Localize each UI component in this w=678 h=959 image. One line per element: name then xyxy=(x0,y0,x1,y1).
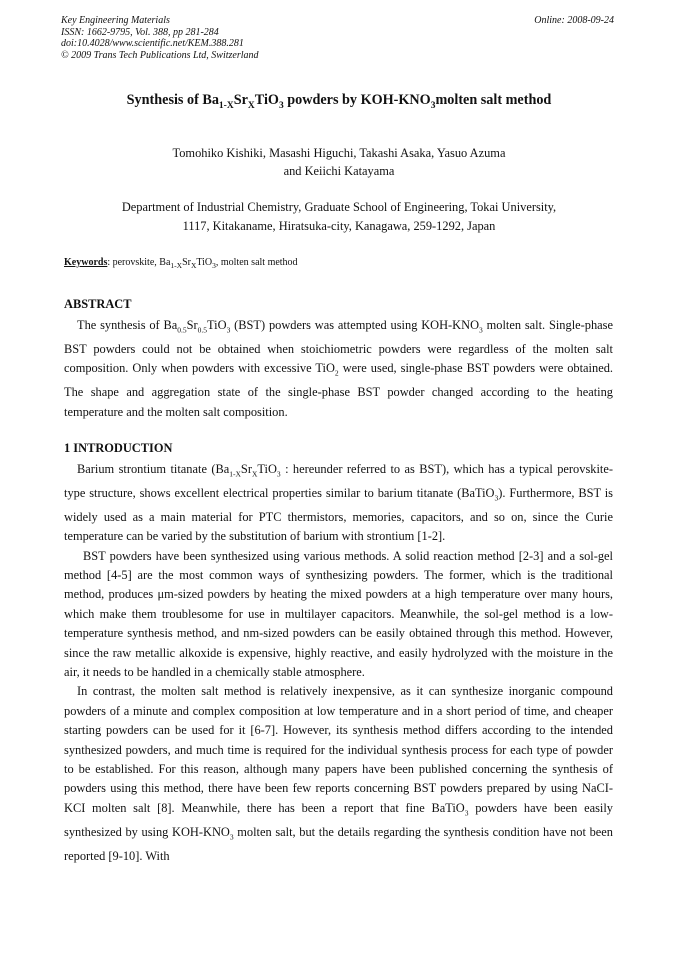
affiliation-line: 1117, Kitakaname, Hiratsuka-city, Kanagawa, 259-1292, Japan xyxy=(182,218,496,233)
intro-paragraph-3 xyxy=(64,682,613,866)
title-text: Synthesis of Ba xyxy=(126,92,219,108)
introduction-body xyxy=(64,460,613,866)
author-line: Tomohiko Kishiki, Masashi Higuchi, Takashi Asaka, Yasuo Azuma xyxy=(172,146,506,160)
introduction-heading: 1 INTRODUCTION xyxy=(64,441,173,455)
abstract-subscript: 0.5 xyxy=(197,325,208,335)
keywords-subscript: 3 xyxy=(212,261,216,270)
title-subscript: 1-X xyxy=(218,100,234,111)
title-subscript: 3 xyxy=(430,100,436,111)
intro-paragraph-2: BST powders have been synthesized using various methods. A solid reaction method [2-3] and a sol-gel method [4-5] are the most common ways of synthesizing powders. The former, which is the traditional method, produces μm-sized powders by heating the mixed powders at a high temperature over many hours, which make them troublesome for use in multilayer capacitors. Meanwhile, the sol-gel method is a low-temperature synthesis method, and nm-sized powders can be easily obtained through this method. However, since the raw metallic alkoxide is expensive, highly reactive, and easily hydrolyzed with the moisture in the air, it needs to be handled in a chemically stable atmosphere. xyxy=(64,548,613,679)
keywords-text: , molten salt method xyxy=(215,257,298,268)
abstract-text: The synthesis of Ba xyxy=(77,318,178,332)
abstract-body xyxy=(64,316,613,422)
abstract-heading: ABSTRACT xyxy=(64,297,132,311)
intro-text: molten salt, but the details regarding the synthesis condition have not been reported [9-10]. With xyxy=(64,824,613,863)
keywords-subscript: X xyxy=(190,261,197,270)
title-subscript: X xyxy=(247,100,255,111)
keywords-text: TiO xyxy=(196,257,213,268)
title-text: TiO xyxy=(254,92,279,108)
author-line: and Keiichi Katayama xyxy=(283,164,395,178)
online-date: Online: 2008-09-24 xyxy=(534,15,614,26)
intro-text: ). Furthermore, BST is widely used as a main material for PTC thermistors, memories, capacitors, and so on, since the Curie temperature can be varied by the substitution of barium with strontium [1-2]. xyxy=(64,485,613,544)
journal-header xyxy=(61,15,614,61)
abstract-text: TiO xyxy=(207,318,227,332)
intro-text: TiO xyxy=(257,462,277,476)
title-text: molten salt method xyxy=(435,92,552,108)
author-list xyxy=(0,144,678,180)
title-text: Sr xyxy=(233,92,248,108)
keywords-text: : perovskite, Ba xyxy=(107,257,171,268)
abstract-text: molten salt. Single-phase BST powders could not be obtained when stoichiometric powders were regardless of the molten salt composition. Only when powders with excessive TiO xyxy=(64,318,613,376)
abstract-text: Sr xyxy=(186,318,198,332)
affiliation xyxy=(0,198,678,235)
title-text: powders by KOH-KNO xyxy=(283,92,431,108)
copyright-line: © 2009 Trans Tech Publications Ltd, Switzerland xyxy=(61,49,259,61)
abstract-subscript: 3 xyxy=(479,325,483,335)
issn-line: ISSN: 1662-9795, Vol. 388, pp 281-284 xyxy=(61,26,219,38)
intro-subscript: 1-X xyxy=(229,469,241,479)
keywords-line xyxy=(64,257,298,270)
intro-text: powders have been easily synthesized by using KOH-KNO xyxy=(64,800,613,839)
intro-subscript: 3 xyxy=(464,808,469,818)
intro-subscript: 3 xyxy=(229,832,234,842)
abstract-text: were used, single-phase BST powders were obtained. The shape and aggregation state of the single-phase BST powder changed according to the heating temperature and the molten salt composition. xyxy=(64,361,613,419)
abstract-text: (BST) powders was attempted using KOH-KNO xyxy=(230,318,480,332)
intro-text: : hereunder referred to as BST), which has a typical perovskite-type structure, shows excellent electrical properties similar to barium titanate (BaTiO xyxy=(64,462,613,500)
abstract-subscript: 0.5 xyxy=(177,325,187,335)
keywords-subscript: 1-X xyxy=(170,261,183,270)
intro-text: Barium strontium titanate (Ba xyxy=(77,462,230,476)
abstract-subscript: 3 xyxy=(226,325,231,335)
title-subscript: 3 xyxy=(278,100,284,111)
intro-text: In contrast, the molten salt method is relatively inexpensive, as it can synthesize inorganic compound powders of a minute and complex composition at low temperature and in a short period of time, and cheaper starting powders can be used for it [6-7]. However, its synthesis method differs according to the intended synthesized powders, and much time is required for the individual synthesis process for each type of powder to be established. For this reason, although many papers have been published concerning the synthesis of powders using this method, there have been few reports concerning BST powders prepared by using NaCI-KCI molten salt [8]. Meanwhile, there has been a report that fine BaTiO xyxy=(64,684,613,815)
intro-subscript: 3 xyxy=(494,493,499,503)
intro-subscript: 3 xyxy=(276,469,281,479)
intro-text: Sr xyxy=(240,462,252,476)
intro-paragraph-1 xyxy=(64,460,613,547)
paper-title xyxy=(0,92,678,111)
abstract-subscript: 2 xyxy=(334,368,339,378)
doi-line: doi:10.4028/www.scientific.net/KEM.388.281 xyxy=(61,38,244,50)
journal-name: Key Engineering Materials xyxy=(61,15,170,26)
keywords-text: Sr xyxy=(182,257,191,268)
abstract-paragraph xyxy=(64,316,613,422)
keywords-label: Keywords xyxy=(64,257,108,268)
affiliation-line: Department of Industrial Chemistry, Graduate School of Engineering, Tokai University, xyxy=(121,200,557,214)
intro-subscript: X xyxy=(251,469,258,479)
